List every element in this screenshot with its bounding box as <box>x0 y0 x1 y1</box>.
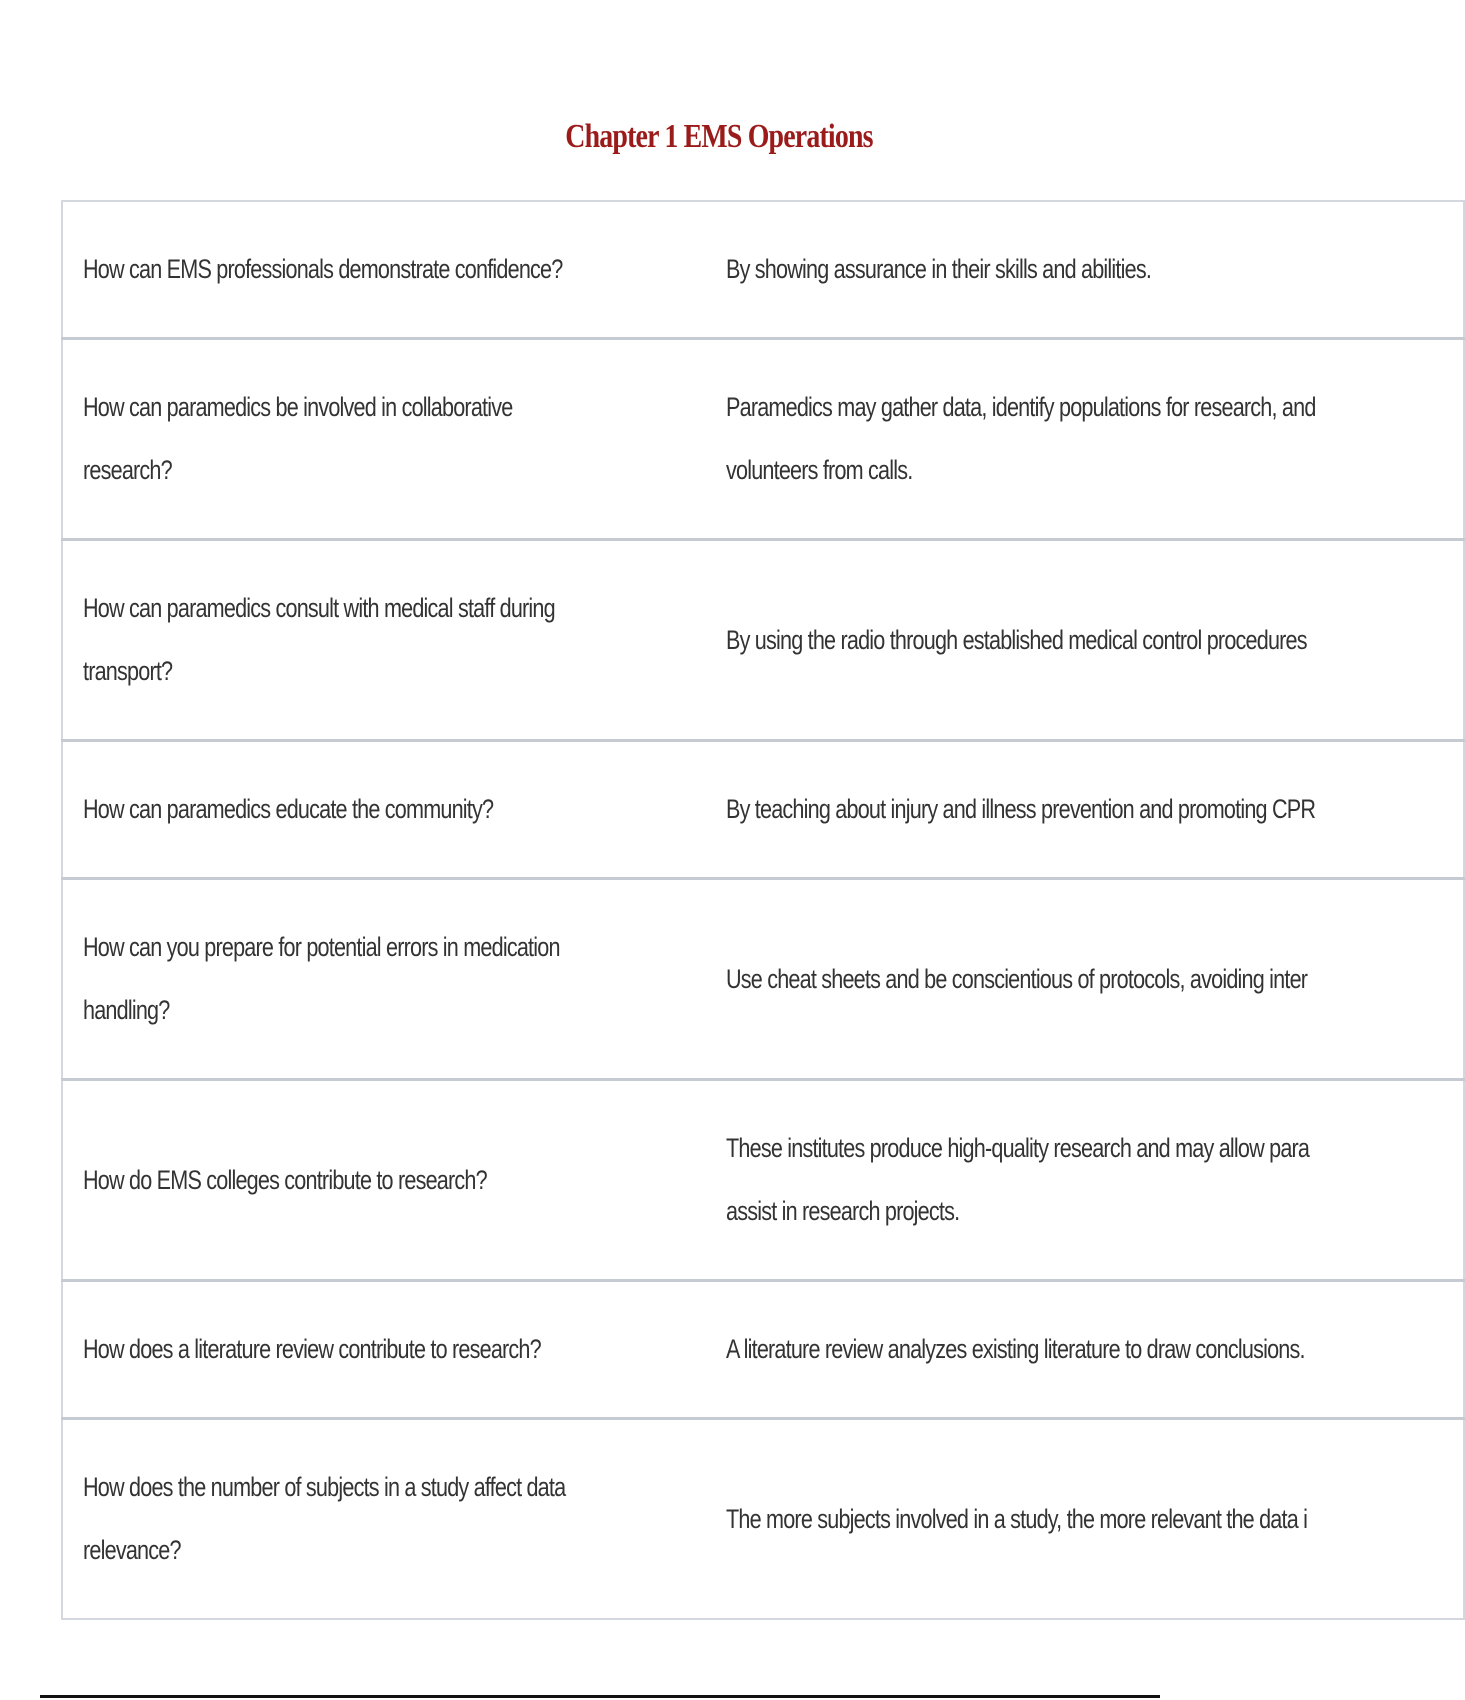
answer-text-line <box>726 439 1463 502</box>
question-text-line <box>83 1519 686 1582</box>
question-text-line <box>83 979 686 1042</box>
page-title: Chapter 1 EMS Operations <box>565 118 873 155</box>
answer-text-line <box>726 778 1463 841</box>
question-text: handling? <box>83 995 170 1025</box>
answer-text: assist in research projects. <box>725 1196 960 1226</box>
answer-text: By teaching about injury and illness prevention and promoting CPR <box>725 794 1316 824</box>
answer-cell <box>706 339 1464 540</box>
qa-table <box>61 200 1465 1620</box>
answer-cell <box>706 1281 1464 1419</box>
question-text: How do EMS colleges contribute to research? <box>83 1164 487 1195</box>
qa-table-body <box>62 201 1464 1619</box>
answer-text: volunteers from calls. <box>725 455 913 485</box>
question-text: transport? <box>83 656 173 686</box>
question-text: How can paramedics educate the community? <box>83 794 494 824</box>
table-row <box>62 339 1464 540</box>
answer-text-line <box>726 238 1463 301</box>
table-row <box>62 1281 1464 1419</box>
answer-text-line <box>726 1488 1463 1551</box>
question-cell <box>62 201 706 339</box>
answer-text: These institutes produce high-quality research and may allow para <box>725 1133 1310 1163</box>
question-text-line <box>83 1318 686 1381</box>
answer-text-line <box>726 1180 1463 1243</box>
answer-text-line <box>726 1318 1463 1381</box>
answer-cell <box>706 741 1464 879</box>
answer-text-line <box>726 376 1463 439</box>
question-text: research? <box>83 455 172 485</box>
table-row <box>62 1080 1464 1281</box>
answer-cell <box>706 201 1464 339</box>
answer-cell <box>706 540 1464 741</box>
question-text: How does the number of subjects in a study affect data <box>83 1472 566 1502</box>
question-text-line <box>83 1149 686 1212</box>
question-text-line <box>83 376 686 439</box>
question-text: How can EMS professionals demonstrate confidence? <box>83 254 563 284</box>
question-text-line <box>83 916 686 979</box>
table-row <box>62 741 1464 879</box>
answer-text: By using the radio through established medical control procedures <box>725 624 1307 655</box>
question-cell <box>62 1419 706 1620</box>
question-text: How can you prepare for potential errors in medication <box>83 932 560 962</box>
answer-cell <box>706 1080 1464 1281</box>
answer-text: A literature review analyzes existing literature to draw conclusions. <box>725 1334 1305 1364</box>
question-cell <box>62 1281 706 1419</box>
answer-text: By showing assurance in their skills and abilities. <box>725 254 1151 284</box>
table-row <box>62 879 1464 1080</box>
question-text-line <box>83 640 686 703</box>
question-text-line <box>83 1456 686 1519</box>
answer-text: Use cheat sheets and be conscientious of protocols, avoiding inter <box>725 963 1308 994</box>
question-text-line <box>83 577 686 640</box>
table-row <box>62 1419 1464 1620</box>
table-row <box>62 540 1464 741</box>
question-text-line <box>83 238 686 301</box>
answer-text-line <box>726 1117 1463 1180</box>
question-text-line <box>83 778 686 841</box>
question-text: How can paramedics be involved in collaborative <box>83 392 513 422</box>
question-text-line <box>83 439 686 502</box>
question-text: How can paramedics consult with medical staff during <box>83 593 555 623</box>
question-text: How does a literature review contribute to research? <box>83 1334 541 1364</box>
table-row <box>62 201 1464 339</box>
question-text: relevance? <box>83 1535 181 1565</box>
answer-text-line <box>726 609 1463 672</box>
answer-cell <box>706 1419 1464 1620</box>
answer-text: Paramedics may gather data, identify populations for research, and <box>725 392 1316 422</box>
question-cell <box>62 540 706 741</box>
answer-text: The more subjects involved in a study, the more relevant the data i <box>725 1503 1308 1534</box>
question-cell <box>62 879 706 1080</box>
question-cell <box>62 741 706 879</box>
answer-text-line <box>726 948 1463 1011</box>
question-cell <box>62 1080 706 1281</box>
bottom-divider <box>40 1695 1160 1698</box>
question-cell <box>62 339 706 540</box>
answer-cell <box>706 879 1464 1080</box>
